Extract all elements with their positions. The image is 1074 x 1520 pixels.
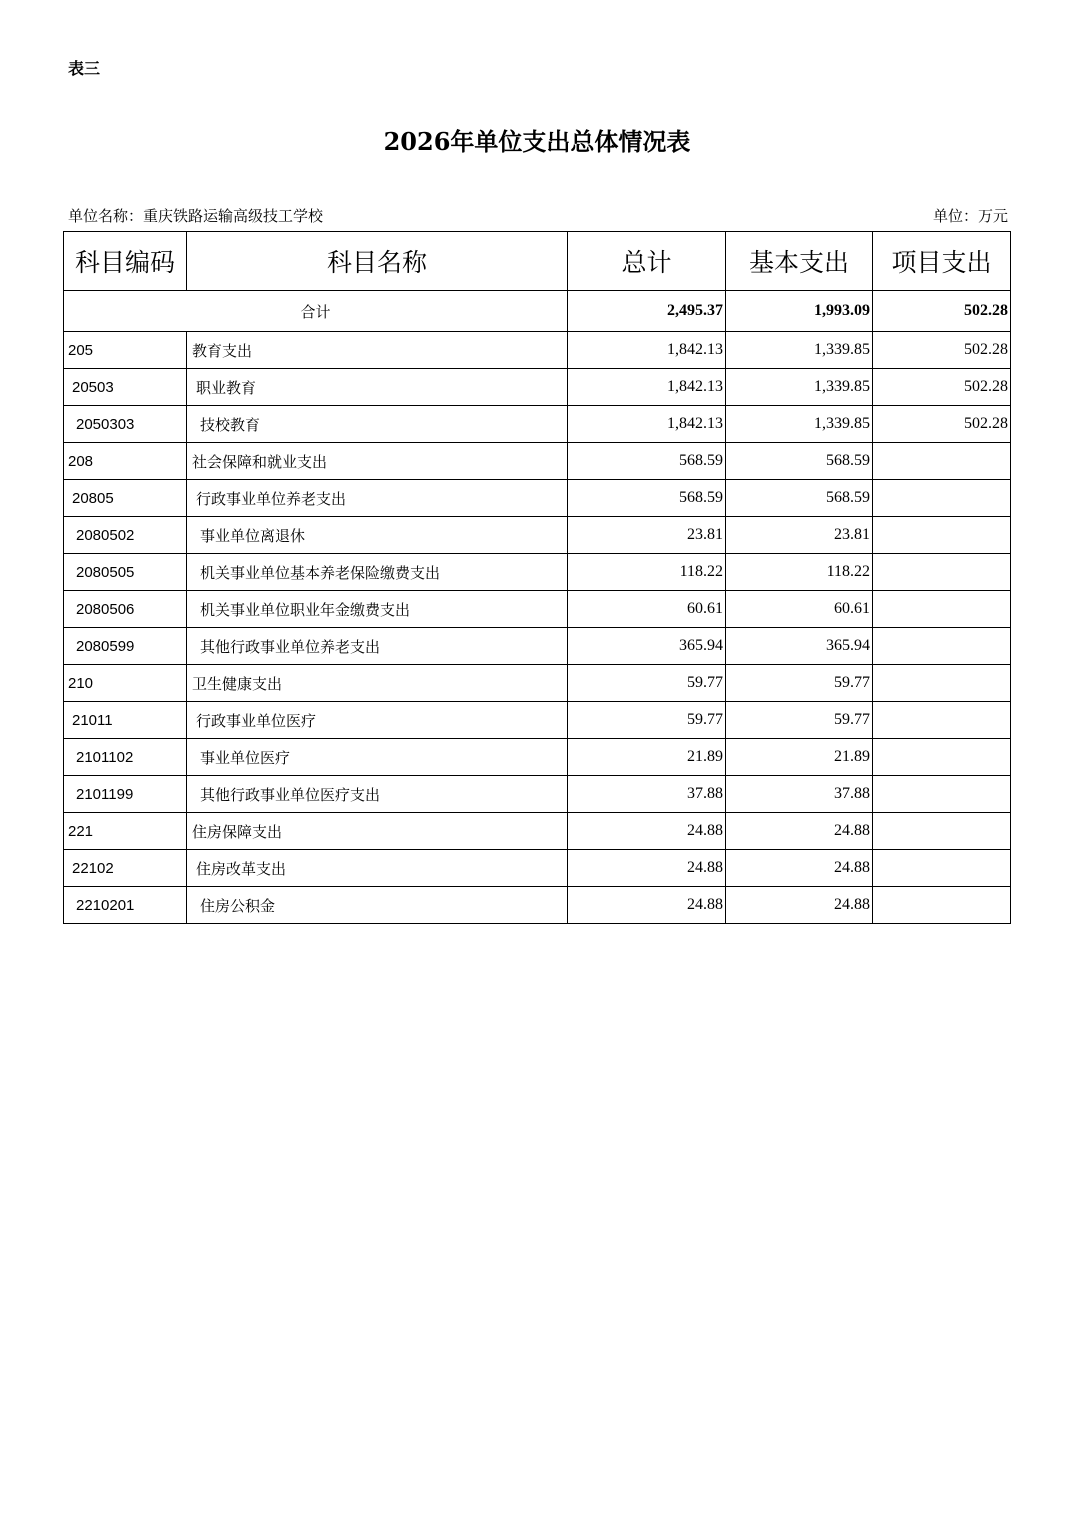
- row-project: [873, 554, 1011, 591]
- table-row: [64, 813, 1011, 850]
- table-row: [64, 665, 1011, 702]
- header-code: 科目编码: [64, 232, 187, 291]
- row-project: 502.28: [873, 406, 1011, 443]
- row-project: [873, 628, 1011, 665]
- row-basic: 568.59: [726, 480, 873, 517]
- row-name: 住房公积金: [187, 887, 568, 924]
- row-name: 行政事业单位养老支出: [187, 480, 568, 517]
- row-basic: 37.88: [726, 776, 873, 813]
- row-total: 365.94: [568, 628, 726, 665]
- table-row: [64, 702, 1011, 739]
- row-project: [873, 702, 1011, 739]
- row-name: 机关事业单位职业年金缴费支出: [187, 591, 568, 628]
- row-code: 22102: [64, 850, 187, 887]
- row-project: 502.28: [873, 369, 1011, 406]
- row-code: 2080505: [64, 554, 187, 591]
- meta-row: [68, 205, 1008, 227]
- page-title: 2026年单位支出总体情况表: [383, 127, 691, 156]
- row-name: 职业教育: [187, 369, 568, 406]
- row-total: 59.77: [568, 702, 726, 739]
- row-total: 24.88: [568, 887, 726, 924]
- row-name: 其他行政事业单位医疗支出: [187, 776, 568, 813]
- row-total: 1,842.13: [568, 369, 726, 406]
- row-total: 60.61: [568, 591, 726, 628]
- row-code: 210: [64, 665, 187, 702]
- row-total: 23.81: [568, 517, 726, 554]
- row-project: [873, 665, 1011, 702]
- row-name: 住房保障支出: [187, 813, 568, 850]
- row-basic: 24.88: [726, 813, 873, 850]
- row-project: [873, 480, 1011, 517]
- row-code: 2101199: [64, 776, 187, 813]
- row-basic: 1,339.85: [726, 332, 873, 369]
- table-row: [64, 887, 1011, 924]
- row-code: 2101102: [64, 739, 187, 776]
- row-basic: 568.59: [726, 443, 873, 480]
- unit-name: 单位名称：重庆铁路运输高级技工学校: [68, 207, 324, 225]
- row-code: 2080502: [64, 517, 187, 554]
- row-name: 卫生健康支出: [187, 665, 568, 702]
- row-name: 技校教育: [187, 406, 568, 443]
- row-basic: 1,339.85: [726, 369, 873, 406]
- row-total: 1,842.13: [568, 332, 726, 369]
- row-total: 24.88: [568, 850, 726, 887]
- expenditure-table: [63, 231, 1011, 924]
- row-basic: 59.77: [726, 702, 873, 739]
- row-code: 2050303: [64, 406, 187, 443]
- row-code: 221: [64, 813, 187, 850]
- header-basic: 基本支出: [726, 232, 873, 291]
- unit-measure: 单位：万元: [932, 207, 1008, 225]
- table-number-label: 表三: [68, 59, 101, 78]
- row-total: 24.88: [568, 813, 726, 850]
- row-code: 20503: [64, 369, 187, 406]
- row-project: [873, 739, 1011, 776]
- table-row: [64, 443, 1011, 480]
- row-project: [873, 443, 1011, 480]
- row-total: 118.22: [568, 554, 726, 591]
- row-name: 其他行政事业单位养老支出: [187, 628, 568, 665]
- row-code: 20805: [64, 480, 187, 517]
- row-code: 2080599: [64, 628, 187, 665]
- row-project: [873, 887, 1011, 924]
- row-basic: 1,339.85: [726, 406, 873, 443]
- row-project: 502.28: [873, 332, 1011, 369]
- row-total: 1,842.13: [568, 406, 726, 443]
- table-row: [64, 739, 1011, 776]
- row-name: 教育支出: [187, 332, 568, 369]
- table-row: [64, 554, 1011, 591]
- row-total: 568.59: [568, 443, 726, 480]
- row-basic: 24.88: [726, 887, 873, 924]
- table-row: [64, 332, 1011, 369]
- row-name: 机关事业单位基本养老保险缴费支出: [187, 554, 568, 591]
- row-name: 住房改革支出: [187, 850, 568, 887]
- total-sum: 2,495.37: [568, 291, 726, 332]
- table-row: [64, 369, 1011, 406]
- row-total: 21.89: [568, 739, 726, 776]
- header-project: 项目支出: [873, 232, 1011, 291]
- table-row: [64, 776, 1011, 813]
- row-name: 事业单位医疗: [187, 739, 568, 776]
- row-basic: 24.88: [726, 850, 873, 887]
- row-code: 2080506: [64, 591, 187, 628]
- row-basic: 118.22: [726, 554, 873, 591]
- row-code: 205: [64, 332, 187, 369]
- row-code: 208: [64, 443, 187, 480]
- row-total: 59.77: [568, 665, 726, 702]
- row-total: 568.59: [568, 480, 726, 517]
- row-basic: 365.94: [726, 628, 873, 665]
- table-row: [64, 406, 1011, 443]
- total-basic: 1,993.09: [726, 291, 873, 332]
- table-row: [64, 480, 1011, 517]
- row-code: 21011: [64, 702, 187, 739]
- total-project: 502.28: [873, 291, 1011, 332]
- table-row: [64, 628, 1011, 665]
- row-name: 事业单位离退休: [187, 517, 568, 554]
- total-label: 合计: [64, 291, 568, 332]
- row-project: [873, 813, 1011, 850]
- header-total: 总计: [568, 232, 726, 291]
- table-row: [64, 517, 1011, 554]
- table-row: [64, 850, 1011, 887]
- row-project: [873, 517, 1011, 554]
- row-name: 社会保障和就业支出: [187, 443, 568, 480]
- total-row: [64, 291, 1011, 332]
- row-code: 2210201: [64, 887, 187, 924]
- row-basic: 21.89: [726, 739, 873, 776]
- row-name: 行政事业单位医疗: [187, 702, 568, 739]
- header-name: 科目名称: [187, 232, 568, 291]
- header-row: [64, 232, 1011, 291]
- row-project: [873, 776, 1011, 813]
- row-basic: 59.77: [726, 665, 873, 702]
- row-basic: 60.61: [726, 591, 873, 628]
- row-project: [873, 591, 1011, 628]
- row-project: [873, 850, 1011, 887]
- row-basic: 23.81: [726, 517, 873, 554]
- row-total: 37.88: [568, 776, 726, 813]
- table-row: [64, 591, 1011, 628]
